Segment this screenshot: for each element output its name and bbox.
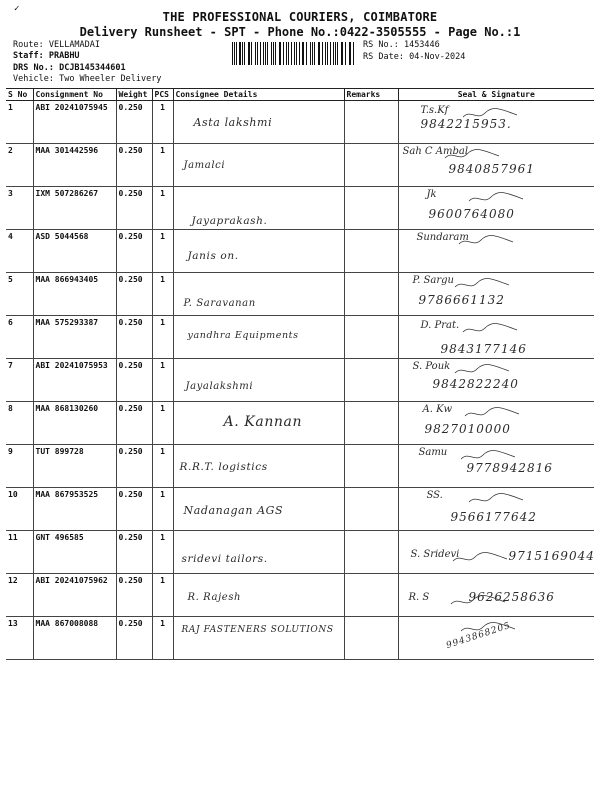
signature-scribble [453,363,513,377]
weight-cell: 0.250 [116,144,152,187]
consignee-details-cell [173,230,344,273]
signature-name: Sah C Ambal [402,146,469,157]
signature-scribble [453,277,513,291]
barcode-bar [333,42,334,65]
table-row [6,574,594,617]
table-row [6,402,594,445]
barcode-bar [267,42,268,65]
signature-phone: 9827010000 [424,422,511,436]
serial-number-cell: 1 [6,101,33,144]
pieces-cell: 1 [152,574,173,617]
table-row [6,230,594,273]
rs-date-value: 04-Nov-2024 [409,52,466,62]
column-header: PCS [152,89,173,101]
signature-scribble [461,107,521,121]
table-row [6,488,594,531]
weight-cell: 0.250 [116,187,152,230]
serial-number-cell: 12 [6,574,33,617]
rs-date-label: RS Date: [363,52,404,62]
column-header: Weight [116,89,152,101]
pieces-cell: 1 [152,187,173,230]
serial-number-cell: 3 [6,187,33,230]
consignment-number-cell: MAA 301442596 [33,144,116,187]
serial-number-cell: 11 [6,531,33,574]
consignee-details-cell [173,144,344,187]
remarks-cell [344,230,398,273]
consignment-number-cell: IXM 507286267 [33,187,116,230]
signature-name: D. Prat. [420,320,460,331]
signature-scribble [463,406,523,420]
consignee-name: Asta lakshmi [193,116,273,129]
table-row [6,144,594,187]
seal-signature-cell [398,230,594,273]
consignment-number-cell: MAA 867953525 [33,488,116,531]
consignee-name: yandhra Equipments [187,330,299,341]
pieces-cell: 1 [152,101,173,144]
consignee-name: Janis on. [187,250,239,262]
staff-line [13,51,80,61]
weight-cell: 0.250 [116,402,152,445]
rs-no-label: RS No.: [363,40,399,50]
signature-phone: 9840857961 [448,162,535,176]
barcode-bar [286,42,287,65]
signature-scribble [449,594,509,608]
consignee-name: R. Rajesh [187,592,242,603]
column-header: Consignee Details [173,89,344,101]
seal-signature-cell [398,187,594,230]
consignment-number-cell: ABI 20241075962 [33,574,116,617]
barcode-bar [255,42,256,65]
consignee-name: Nadanagan AGS [183,504,284,517]
serial-number-cell: 2 [6,144,33,187]
seal-signature-cell [398,316,594,359]
pieces-cell: 1 [152,230,173,273]
drs-line [13,63,126,73]
tick-mark: ✓ [14,4,20,14]
signature-scribble [459,621,519,635]
barcode-bar [251,42,252,65]
consignee-name: Jayalakshmi [185,381,254,392]
remarks-cell [344,359,398,402]
signature-scribble [461,322,521,336]
weight-cell: 0.250 [116,230,152,273]
consignee-details-cell [173,101,344,144]
table-row [6,617,594,660]
signature-phone: 9943868205 [444,620,512,652]
table-header-row [6,89,594,101]
barcode-bar [296,42,297,65]
rs-date-line [363,52,465,62]
route-line [13,40,100,50]
seal-signature-cell [398,617,594,660]
signature-phone: 9715169044 [508,549,595,563]
signature-scribble [467,191,527,205]
signature-phone: 9843177146 [440,342,527,356]
consignee-details-cell [173,187,344,230]
consignee-details-cell [173,273,344,316]
signature-phone: 9842822240 [432,377,519,391]
pieces-cell: 1 [152,445,173,488]
barcode-bar [337,42,338,65]
drs-value: DCJB145344601 [59,63,126,73]
serial-number-cell: 6 [6,316,33,359]
table-row [6,273,594,316]
weight-cell: 0.250 [116,273,152,316]
serial-number-cell: 5 [6,273,33,316]
seal-signature-cell [398,359,594,402]
serial-number-cell: 9 [6,445,33,488]
vehicle-line [13,74,161,84]
seal-signature-cell [398,144,594,187]
runsheet-subtitle: Delivery Runsheet - SPT - Phone No.:0422-3505555 - Page No.:1 [79,25,521,39]
consignee-details-cell [173,617,344,660]
signature-scribble [443,148,503,162]
seal-signature-cell [398,488,594,531]
consignee-details-cell [173,531,344,574]
pieces-cell: 1 [152,531,173,574]
consignee-details-cell [173,445,344,488]
barcode-bar [345,42,346,65]
weight-cell: 0.250 [116,445,152,488]
column-header: S No [6,89,33,101]
consignee-details-cell [173,574,344,617]
pieces-cell: 1 [152,488,173,531]
barcode-bar [312,42,313,65]
remarks-cell [344,488,398,531]
remarks-cell [344,316,398,359]
consignment-number-cell: ABI 20241075945 [33,101,116,144]
barcode-bar [273,42,274,65]
consignment-number-cell: TUT 899728 [33,445,116,488]
signature-scribble [451,551,511,565]
remarks-cell [344,617,398,660]
consignee-name: P. Saravanan [183,298,256,309]
serial-number-cell: 4 [6,230,33,273]
signature-phone: 9842215953. [420,117,512,131]
barcode-bar [349,42,350,65]
pieces-cell: 1 [152,316,173,359]
barcode-bar [239,42,240,65]
signature-phone: 9566177642 [450,510,537,524]
signature-name: S. Sridevi [410,549,460,560]
remarks-cell [344,273,398,316]
pieces-cell: 1 [152,144,173,187]
serial-number-cell: 7 [6,359,33,402]
barcode-bar [303,42,304,65]
remarks-cell [344,531,398,574]
consignment-number-cell: ABI 20241075953 [33,359,116,402]
consignment-number-cell: MAA 575293387 [33,316,116,359]
barcode [232,42,356,65]
signature-name: A. Kw [422,404,453,415]
column-header: Seal & Signature [398,89,594,101]
consignment-number-cell: GNT 496585 [33,531,116,574]
signature-scribble [467,492,527,506]
remarks-cell [344,101,398,144]
barcode-bar [263,42,264,65]
signature-phone: 9786661132 [418,293,505,307]
pieces-cell: 1 [152,617,173,660]
seal-signature-cell [398,531,594,574]
consignee-details-cell [173,402,344,445]
rs-no-value: 1453446 [403,40,440,50]
seal-signature-cell [398,101,594,144]
signature-name: P. Sargu [412,275,454,286]
consignment-number-cell: ASD 5044568 [33,230,116,273]
signature-name: R. S [408,592,430,603]
table-row [6,187,594,230]
seal-signature-cell [398,402,594,445]
table-row [6,531,594,574]
signature-scribble [459,449,519,463]
weight-cell: 0.250 [116,316,152,359]
barcode-bar [288,42,289,65]
remarks-cell [344,144,398,187]
runsheet-table [6,88,594,660]
consignee-name: Jayaprakash. [191,215,268,227]
table-row [6,316,594,359]
serial-number-cell: 8 [6,402,33,445]
consignee-name: Jamalci [183,160,226,171]
weight-cell: 0.250 [116,359,152,402]
staff-label: Staff: [13,51,44,61]
seal-signature-cell [398,273,594,316]
pieces-cell: 1 [152,402,173,445]
barcode-bar [232,42,233,65]
barcode-bar [319,42,320,65]
company-title: THE PROFESSIONAL COURIERS, COIMBATORE [162,10,438,24]
signature-phone: 9600764080 [428,207,515,221]
consignment-number-cell: MAA 866943405 [33,273,116,316]
staff-value: PRABHU [48,51,80,61]
vehicle-label: Vehicle: [13,74,54,84]
consignee-name: R.R.T. logistics [179,461,268,473]
barcode-bar [325,42,326,65]
table-row [6,101,594,144]
weight-cell: 0.250 [116,488,152,531]
route-label: Route: [13,40,44,50]
pieces-cell: 1 [152,273,173,316]
signature-name: Sundaram [416,232,469,243]
signature-name: SS. [426,490,443,501]
signature-phone: 9778942816 [466,461,553,475]
weight-cell: 0.250 [116,101,152,144]
table-row [6,359,594,402]
rs-no-line [363,40,440,50]
remarks-cell [344,402,398,445]
signature-scribble [457,234,517,248]
consignee-details-cell [173,488,344,531]
signature-name: T.s.Kf [420,105,449,116]
consignee-details-cell [173,359,344,402]
consignment-number-cell: MAA 868130260 [33,402,116,445]
table-row [6,445,594,488]
barcode-bar [244,42,245,65]
weight-cell: 0.250 [116,531,152,574]
weight-cell: 0.250 [116,574,152,617]
serial-number-cell: 10 [6,488,33,531]
pieces-cell: 1 [152,359,173,402]
consignment-number-cell: MAA 867008088 [33,617,116,660]
consignee-name: sridevi tailors. [181,553,268,565]
weight-cell: 0.250 [116,617,152,660]
vehicle-value: Two Wheeler Delivery [59,74,162,84]
consignee-details-cell [173,316,344,359]
serial-number-cell: 13 [6,617,33,660]
route-value: VELLAMADAI [48,40,101,50]
remarks-cell [344,187,398,230]
remarks-cell [344,574,398,617]
signature-name: Samu [418,447,448,458]
consignee-name: A. Kannan [223,414,303,430]
column-header: Consignment No [33,89,116,101]
signature-name: S. Pouk [412,361,451,372]
seal-signature-cell [398,574,594,617]
seal-signature-cell [398,445,594,488]
signature-phone: 9626258636 [468,590,555,604]
remarks-cell [344,445,398,488]
column-header: Remarks [344,89,398,101]
consignee-name: RAJ FASTENERS SOLUTIONS [181,625,334,635]
signature-name: Jk [426,189,437,200]
barcode-bar [310,42,311,65]
barcode-bar [280,42,281,65]
drs-label: DRS No.: [13,63,54,73]
